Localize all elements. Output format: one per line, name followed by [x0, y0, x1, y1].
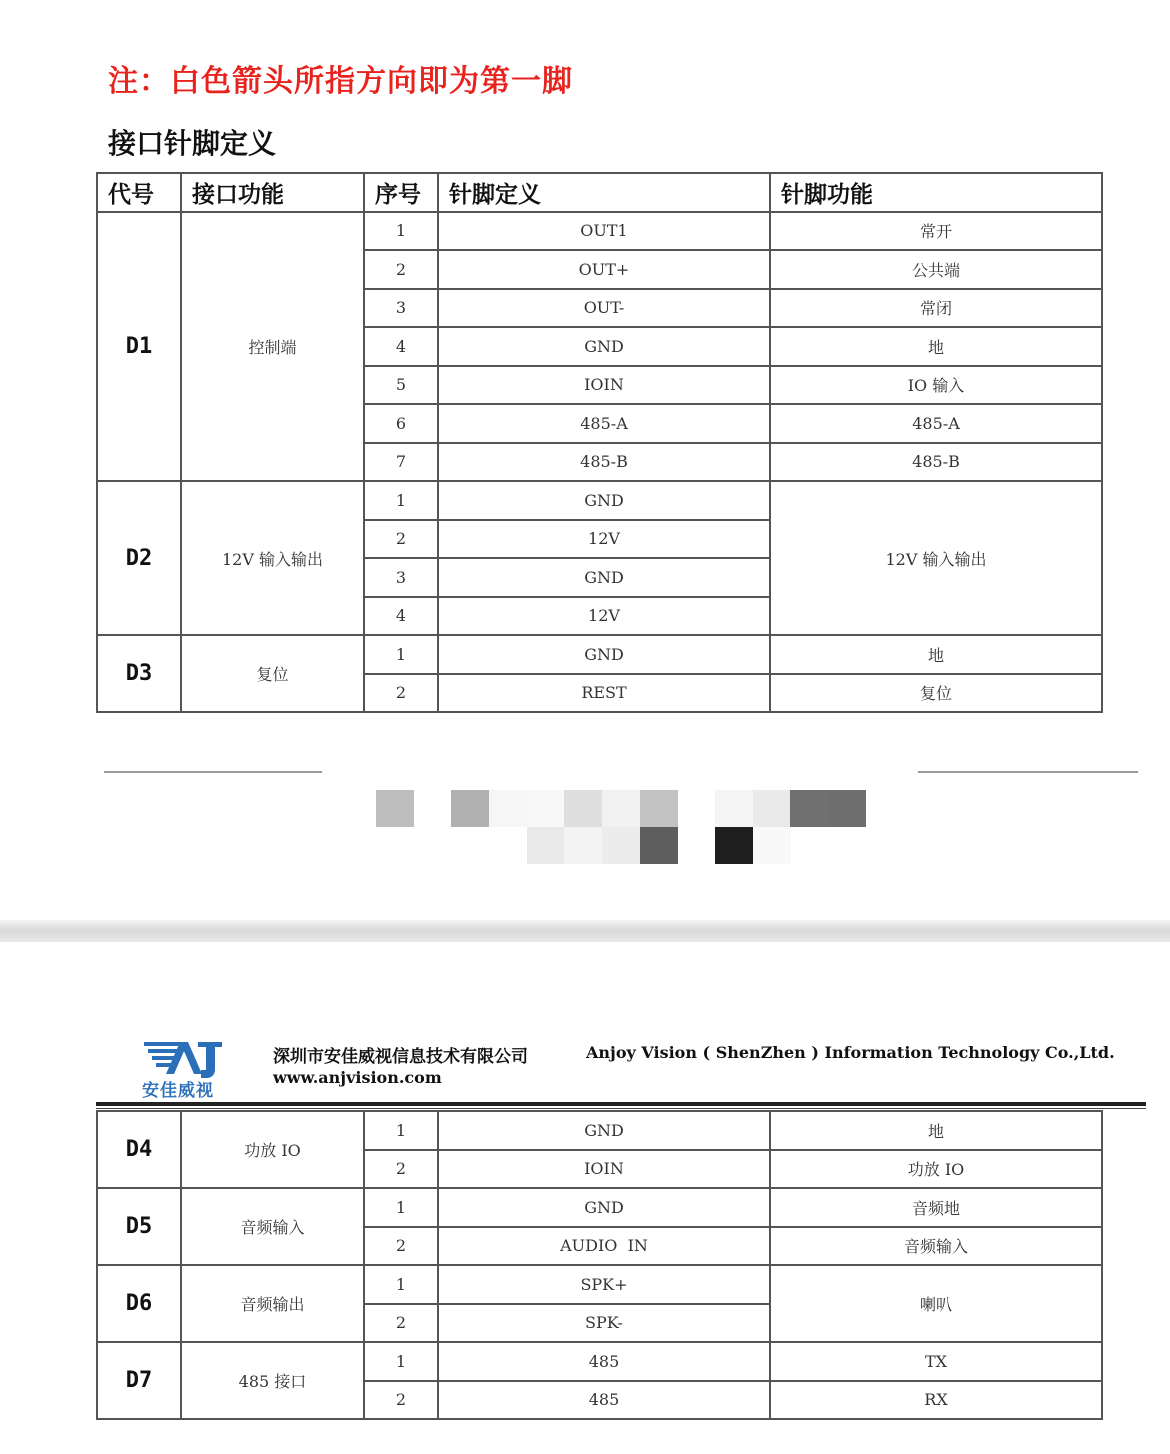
table-row [97, 1188, 1102, 1227]
pin-number: 4 [364, 327, 438, 366]
company-website: www.anjvision.com [273, 1068, 442, 1087]
pin-definition: IOIN [438, 1150, 770, 1189]
footer-line-left [104, 771, 322, 773]
pin-number: 1 [364, 1265, 438, 1304]
pin-function: 常开 [770, 212, 1102, 251]
pin-number: 1 [364, 212, 438, 251]
table-row [97, 1265, 1102, 1304]
header-pin-function: 针脚功能 [770, 173, 1102, 212]
pin-function: TX [770, 1342, 1102, 1381]
header-code: 代号 [97, 173, 181, 212]
pin-function: RX [770, 1381, 1102, 1420]
pin-function: 地 [770, 1111, 1102, 1150]
footer-line-right [918, 771, 1138, 773]
pin-definition: GND [438, 558, 770, 597]
pin-function: 常闭 [770, 289, 1102, 328]
pin-number: 2 [364, 520, 438, 559]
pin-number: 1 [364, 635, 438, 674]
pin-definition: OUT1 [438, 212, 770, 251]
pin-function: 12V 输入输出 [770, 481, 1102, 635]
pin-function: 公共端 [770, 250, 1102, 289]
pin-number: 1 [364, 1188, 438, 1227]
pin-definition: SPK+ [438, 1265, 770, 1304]
pin-number: 5 [364, 366, 438, 405]
pin-number: 2 [364, 250, 438, 289]
interface-function: 音频输入 [181, 1188, 364, 1265]
company-name-en: Anjoy Vision ( ShenZhen ) Information Technology Co.,Ltd. [586, 1043, 1115, 1062]
pin-definition: 12V [438, 597, 770, 636]
pin-definition: REST [438, 674, 770, 713]
pin-number: 7 [364, 443, 438, 482]
pin-function: 地 [770, 635, 1102, 674]
table-row [97, 1111, 1102, 1150]
pin-definition: 485-A [438, 404, 770, 443]
pin-function: 喇叭 [770, 1265, 1102, 1342]
page-separator [0, 920, 1170, 942]
pin-function: 485-A [770, 404, 1102, 443]
pin-function: 音频地 [770, 1188, 1102, 1227]
pin-function: 音频输入 [770, 1227, 1102, 1266]
interface-code: D4 [97, 1111, 181, 1188]
document-page-2 [0, 942, 1170, 1454]
pin-function: 地 [770, 327, 1102, 366]
pin-definition: AUDIO IN [438, 1227, 770, 1266]
table-row [97, 1342, 1102, 1381]
pin-number: 2 [364, 1150, 438, 1189]
pin-number: 2 [364, 1381, 438, 1420]
pin-definition: 485 [438, 1342, 770, 1381]
interface-code: D2 [97, 481, 181, 635]
pin-function: IO 输入 [770, 366, 1102, 405]
pin-function: 复位 [770, 674, 1102, 713]
pin-number: 1 [364, 1111, 438, 1150]
interface-function: 功放 IO [181, 1111, 364, 1188]
table-header-row [97, 173, 1102, 212]
pin-number: 1 [364, 1342, 438, 1381]
pin-definition: 12V [438, 520, 770, 559]
pin-number: 4 [364, 597, 438, 636]
company-name-cn: 深圳市安佳威视信息技术有限公司 [273, 1047, 528, 1067]
interface-code: D1 [97, 212, 181, 482]
pin-number: 3 [364, 558, 438, 597]
pin-definition: GND [438, 1188, 770, 1227]
header-pin-number: 序号 [364, 173, 438, 212]
pin-number: 6 [364, 404, 438, 443]
header-interface-function: 接口功能 [181, 173, 364, 212]
pin-number: 2 [364, 674, 438, 713]
pin-definition: SPK- [438, 1304, 770, 1343]
pin-number: 2 [364, 1227, 438, 1266]
interface-function: 控制端 [181, 212, 364, 482]
header-pin-definition: 针脚定义 [438, 173, 770, 212]
interface-function: 音频输出 [181, 1265, 364, 1342]
pin-definition: 485-B [438, 443, 770, 482]
pin-definition: OUT+ [438, 250, 770, 289]
interface-code: D6 [97, 1265, 181, 1342]
interface-function: 12V 输入输出 [181, 481, 364, 635]
pin-definition: 485 [438, 1381, 770, 1420]
pin-definition: GND [438, 327, 770, 366]
pin-definition: OUT- [438, 289, 770, 328]
pin-number: 2 [364, 1304, 438, 1343]
logo-text: 安佳威视 [142, 1081, 214, 1101]
header-rule [96, 1102, 1146, 1106]
pin-definition: GND [438, 481, 770, 520]
pin-definition: IOIN [438, 366, 770, 405]
interface-function: 485 接口 [181, 1342, 364, 1419]
table-row [97, 635, 1102, 674]
pin-definition: GND [438, 1111, 770, 1150]
interface-code: D5 [97, 1188, 181, 1265]
section-title: 接口针脚定义 [108, 127, 277, 160]
interface-code: D7 [97, 1342, 181, 1419]
table-row [97, 481, 1102, 520]
header-rule-thin [96, 1108, 1146, 1109]
pin-function: 485-B [770, 443, 1102, 482]
pin-definition: GND [438, 635, 770, 674]
pin-definition-table [96, 172, 1103, 713]
pin-number: 3 [364, 289, 438, 328]
table-row [97, 212, 1102, 251]
pin-number: 1 [364, 481, 438, 520]
pin-direction-note: 注：白色箭头所指方向即为第一脚 [108, 64, 573, 99]
pin-function: 功放 IO [770, 1150, 1102, 1189]
interface-function: 复位 [181, 635, 364, 712]
pin-definition-table-continued [96, 1110, 1103, 1420]
interface-code: D3 [97, 635, 181, 712]
